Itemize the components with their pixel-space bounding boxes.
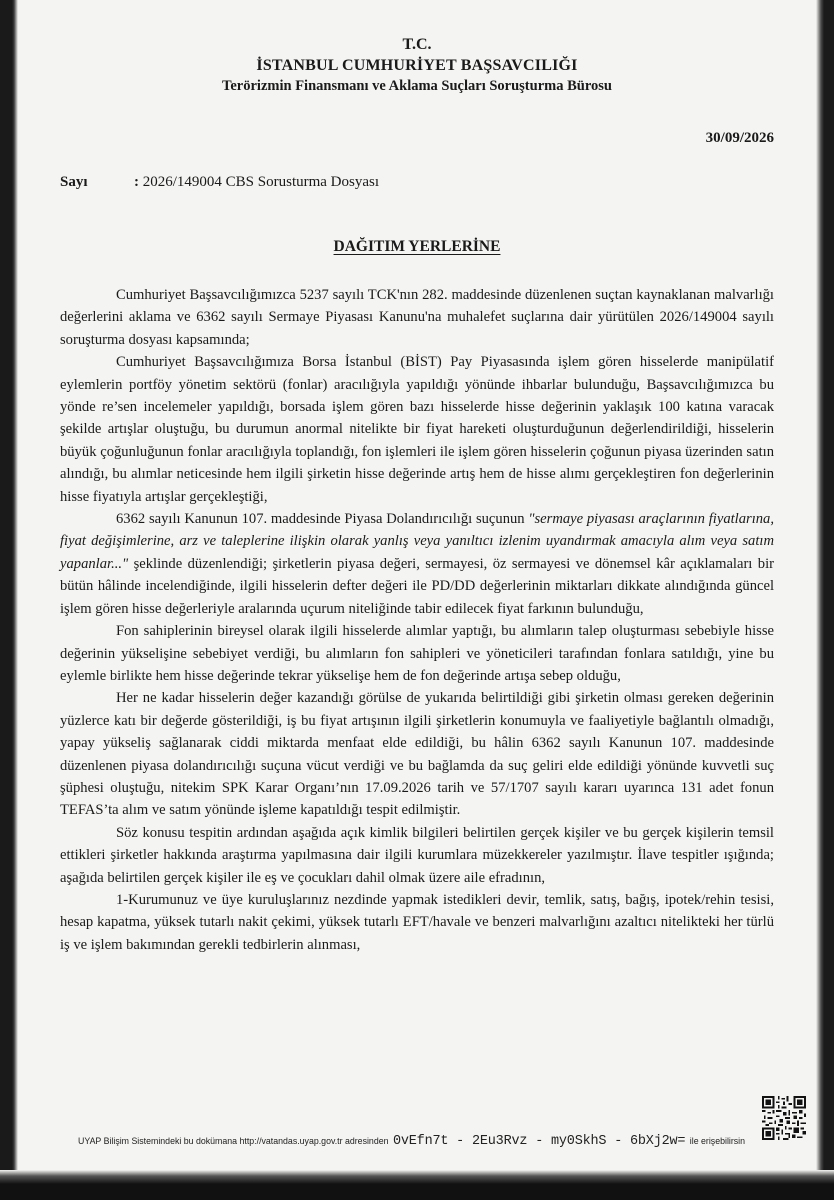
letterhead-bureau: Terörizmin Finansmanı ve Aklama Suçları Soruşturma Bürosu <box>222 78 612 94</box>
reference-line <box>60 174 379 191</box>
reference-value: 2026/149004 CBS Sorusturma Dosyası <box>142 174 380 190</box>
reference-label: Sayı <box>60 174 88 190</box>
paragraph-4: Fon sahiplerinin bireysel olarak ilgili hisselerde alımlar yaptığı, bu alımların talep oluşturması sebebiyle hisse değerinin yükselişine sebebiyet verdiği, bu alımların fon sahipleri ve yöneticileri tarafından fonlara satıldığı, yine bu eylemle birlikte hem hisse değerinde tekrar yükselişe hem de fon değerinde artışa sebep olduğu, <box>60 623 774 684</box>
paragraph-3-intro: 6362 sayılı Kanunun 107. maddesinde Piyasa Dolandırıcılığı suçunun <box>116 511 529 528</box>
footer-text-after: ile erişebilirsin <box>689 1136 746 1146</box>
footer-verification-code: 0vEfn7t - 2Eu3Rvz - my0SkhS - 6bXj2w= <box>392 1134 686 1149</box>
paragraph-2: Cumhuriyet Başsavcılığımıza Borsa İstanbul (BİST) Pay Piyasasında işlem gören hisselerde manipülatif eylemlerin portföy yönetim sektörü (fonlar) aracılığıyla yapıldığı yönünde ihbarlar bulunduğu, Başsavcılığımızca bu yönde re’sen incelemeler yapıldığı, borsada işlem gören bazı hisselerde hisse değerinin yaklaşık 100 katına varacak şekilde artışlar oluştuğu, bu durumun anormal nitelikte bir fiyat hareketi oluşturduğunun değerlendirildiği, hisselerin büyük çoğunluğunun fonlar aracılığıyla toplandığı, fon işlemleri ile işlem gören hisselerin çoğunun piyasa üzerinden satın alındığı, bu alımlar neticesinde hem ilgili şirketin hisse değerinde artış hem de hisse alımı gerçekleştiren fon değerlerinin hisse fiyatıyla artışlar gerçekleştiği, <box>60 354 774 505</box>
paragraph-6: Söz konusu tespitin ardından aşağıda açık kimlik bilgileri belirtilen gerçek kişiler ve bu gerçek kişilerin temsil ettikleri şirketler hakkında araştırma yapılmasına dair ilgili kurumlara müzekkereler yazılmıştır. İlave tespitler ışığında; aşağıda belirtilen gerçek kişiler ile eş ve çocukları dahil olmak üzere aile efradının, <box>60 824 774 886</box>
photo-frame-bottom <box>0 1170 834 1200</box>
paragraph-3 <box>60 508 774 620</box>
uyap-footer <box>78 1134 745 1149</box>
paragraph-1: Cumhuriyet Başsavcılığımızca 5237 sayılı TCK'nın 282. maddesinde düzenlenen suçtan kaynaklanan malvarlığı değerlerini aklama ve 6362 sayılı Sermaye Piyasası Kanunu'na muhalefet suçlarına dair yürütülen 2026/149004 sayılı soruşturma dosyası kapsamında; <box>60 287 774 348</box>
photo-frame-right <box>816 0 834 1200</box>
document-date: 30/09/2026 <box>705 130 774 146</box>
reference-separator: : <box>134 174 139 190</box>
document-page <box>60 34 774 953</box>
paragraph-3-rest: şeklinde düzenlendiği; şirketlerin piyasa değeri, sermayesi, öz sermayesi ve dönemsel kâr açıklamaları bir bütün hâlinde incelendiğinde, ilgili hisselerin defter değeri ile PD/DD değerlerinin miktarları dikkate alındığında güncel işlem gören hisse değerleriyle aralarında uçurum niteliğinde tabir edilecek fiyat farkının bulunduğu, <box>60 555 774 617</box>
document-body <box>60 284 774 956</box>
qr-code-icon <box>762 1096 806 1140</box>
footer-text-before: UYAP Bilişim Sistemindeki bu dokümana http://vatandas.uyap.gov.tr adresinden <box>78 1136 389 1146</box>
paragraph-3-quote: "sermaye piyasası araçlarının fiyatlarına, fiyat değişimlerine, arz ve taleplerine ilişkin olarak yanlış veya yanıltıcı izlenim uyandırmak amacıyla alım veya satım yapanlar..." <box>60 511 774 572</box>
paragraph-7: 1-Kurumunuz ve üye kuruluşlarınız nezdinde yapmak istedikleri devir, temlik, satış, bağış, ipotek/rehin tesisi, hesap kapatma, yüksek tutarlı nakit çekimi, yüksek tutarlı EFT/havale ve benzeri malvarlığını azaltıcı nitelikteki her türlü iş ve işlem bakımından gerekli tedbirlerin alınması, <box>60 891 774 953</box>
photo-frame-left <box>0 0 18 1200</box>
letterhead-country: T.C. <box>402 36 432 53</box>
document-title: DAĞITIM YERLERİNE <box>333 238 501 255</box>
letterhead-institution: İSTANBUL CUMHURİYET BAŞSAVCILIĞI <box>256 57 578 74</box>
paragraph-5: Her ne kadar hisselerin değer kazandığı görülse de yukarıda belirtildiği gibi şirketin olması gereken değerinin yüzlerce katı bir değerde gösterildiği, iş bu fiyat artışının ilgili şirketlerin konumuyla ve faaliyetiyle bağlantılı olmadığı, yapay yükseliş sağlanarak ciddi miktarda menfaat elde edildiği, bu hâlin 6362 sayılı Kanunun 107. maddesinde düzenlenen piyasa dolandırıcılığı suçuna vücut verdiği ve bu bağlamda da suç geliri elde edildiği yönünde kuvvetli suç şüphesi oluştuğu, nitekim SPK Karar Organı’nın 17.09.2026 tarih ve 57/1707 sayılı kararı uyarınca 131 adet fonun TEFAS’ta alım ve satım yönünde işleme kapatıldığı tespit edilmiştir. <box>60 690 774 819</box>
letterhead <box>60 34 774 97</box>
